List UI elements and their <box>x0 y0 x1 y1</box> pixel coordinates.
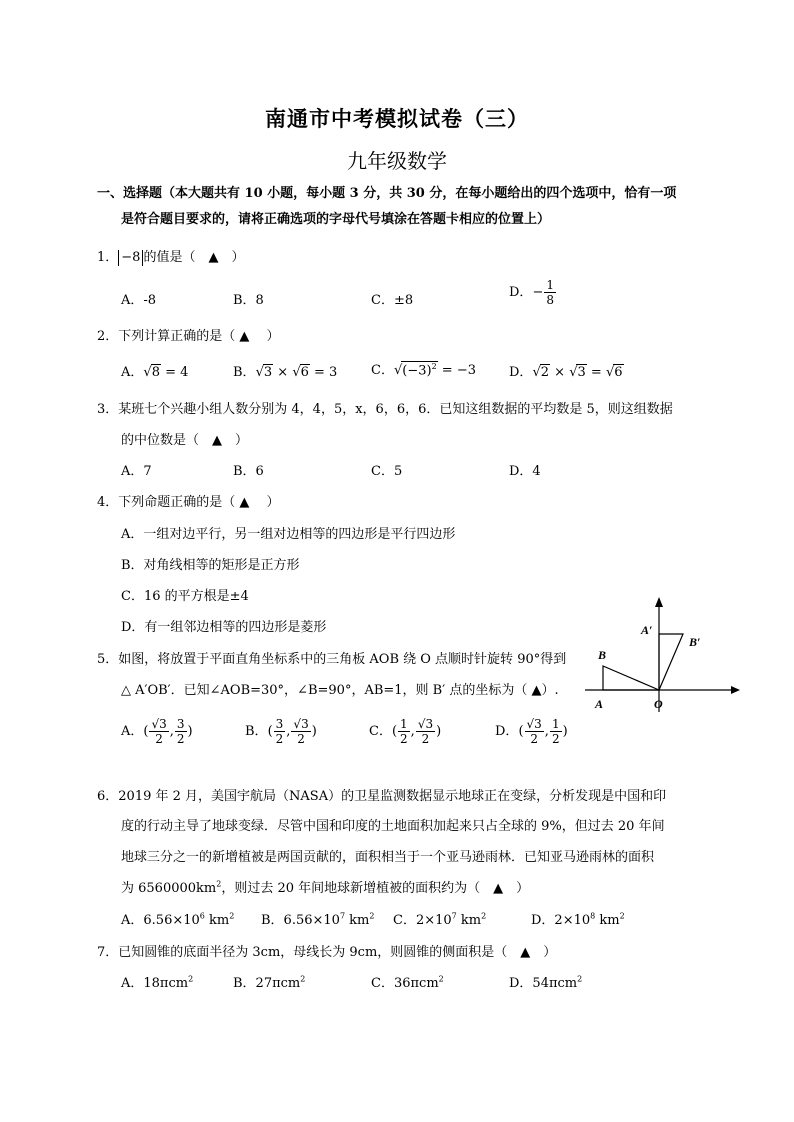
question-1-option-a: A．-8 <box>121 293 157 308</box>
label-a-prime: A′ <box>641 623 653 637</box>
question-6-line4: 为 $6560000km^2$，则过去 20 年间地球新增植被的面积约为（ ▲ ） <box>121 879 530 896</box>
label-o: O <box>654 697 663 711</box>
question-3-option-b: B．6 <box>233 464 264 479</box>
question-7-option-a: A．18πcm$^2$ <box>121 974 194 991</box>
question-5-option-d: D．( $\frac{√3}{2}$ , $\frac{1}{2}$ ) <box>495 717 568 746</box>
question-4-option-c: C．16 的平方根是±4 <box>121 589 249 604</box>
question-3-option-d: D．4 <box>509 464 541 479</box>
question-2-option-c: C．$√(-3)^2 = -3$ <box>371 361 476 378</box>
page-title: 南通市中考模拟试卷（三） <box>265 106 529 131</box>
question-7-option-b: B．27πcm$^2$ <box>233 974 306 991</box>
question-6-line3: 地球三分之一的新增植被是两国贡献的，面积相当于一个亚马逊雨林．已知亚马逊雨林的面积 <box>121 850 655 865</box>
question-6-option-a: A．$6.56\times 10^6$ $km^2$ <box>121 911 235 928</box>
question-1-option-d: D．− $\frac{1}{8}$ <box>509 278 554 307</box>
question-1-option-c: C．±8 <box>371 293 414 308</box>
triangle-aob <box>603 666 659 690</box>
question-3-line2: 的中位数是（ ▲ ） <box>121 433 248 448</box>
label-b: B <box>598 648 607 662</box>
question-5-option-a: A．( $\frac{√3}{2}$ , $\frac{3}{2}$ ) <box>121 717 193 746</box>
y-axis-arrow-icon <box>655 597 663 607</box>
question-1-stem: 1． −8 的值是（ ▲ ） <box>97 250 245 265</box>
question-4-option-d: D．有一组邻边相等的四边形是菱形 <box>121 620 327 635</box>
question-2-stem: 2．下列计算正确的是（ ▲ ） <box>97 329 280 344</box>
question-7-stem: 7．已知圆锥的底面半径为 3cm，母线长为 9cm，则圆锥的侧面积是（ ▲ ） <box>97 945 557 960</box>
section-instructions-line2: 是符合题目要求的，请将正确选项的字母代号填涂在答题卡相应的位置上） <box>121 212 551 227</box>
question-2-option-d: D．√2 × √3 = √6 <box>509 365 623 380</box>
question-5-line1: 5．如图，将放置于平面直角坐标系中的三角板 AOB 绕 O 点顺时针旋转 90°得到 <box>97 652 567 667</box>
label-b-prime: B′ <box>689 635 701 649</box>
question-7-option-c: C．36πcm$^2$ <box>371 974 444 991</box>
question-3-line1: 3．某班七个兴趣小组人数分别为 4，4，5，x，6，6，6．已知这组数据的平均数是 5，则这组数据 <box>97 402 673 417</box>
question-4-stem: 4．下列命题正确的是（ ▲ ） <box>97 495 280 510</box>
question-5-option-c: C．( $\frac{1}{2}$ , $\frac{√3}{2}$ ) <box>369 717 442 746</box>
question-6-option-c: C．$2\times 10^7$ $km^2$ <box>393 911 487 928</box>
question-7-option-d: D．54πcm$^2$ <box>509 974 583 991</box>
question-6-option-b: B．$6.56\times 10^7$ $km^2$ <box>261 911 375 928</box>
question-5-line2: △ A′OB′．已知∠AOB=30°，∠B=90°，AB=1，则 B′ 点的坐标为（ ▲）. <box>121 683 559 698</box>
label-a: A <box>595 697 604 711</box>
question-3-option-c: C．5 <box>371 464 403 479</box>
question-2-option-b: B．√3 × √6 = 3 <box>233 365 338 380</box>
question-6-line2: 度的行动主导了地球变绿．尽管中国和印度的土地面积加起来只占全球的 9%，但过去 20 年间 <box>121 819 665 834</box>
absolute-value: −8 <box>118 250 143 266</box>
section-instructions-line1: 一、选择题（本大题共有 10 小题，每小题 3 分，共 30 分，在每小题给出的四个选项中，恰有一项 <box>97 186 677 201</box>
rotation-figure <box>585 594 745 714</box>
question-2-option-a: A．√8 = 4 <box>121 365 189 380</box>
question-4-option-a: A．一组对边平行，另一组对边相等的四边形是平行四边形 <box>121 527 456 542</box>
question-5-option-b: B．( $\frac{3}{2}$ , $\frac{√3}{2}$ ) <box>245 717 317 746</box>
question-6-line1: 6．2019 年 2 月，美国宇航局（NASA）的卫星监测数据显示地球正在变绿，分析发现是中国和印 <box>97 789 667 804</box>
triangle-a1ob1 <box>659 634 683 690</box>
question-3-option-a: A．7 <box>121 464 152 479</box>
question-1-option-b: B．8 <box>233 293 264 308</box>
page-subtitle: 九年级数学 <box>347 149 447 173</box>
x-axis-arrow-icon <box>731 686 740 694</box>
question-4-option-b: B．对角线相等的矩形是正方形 <box>121 558 300 573</box>
question-6-option-d: D．$2\times 10^8$ $km^2$ <box>531 911 625 928</box>
